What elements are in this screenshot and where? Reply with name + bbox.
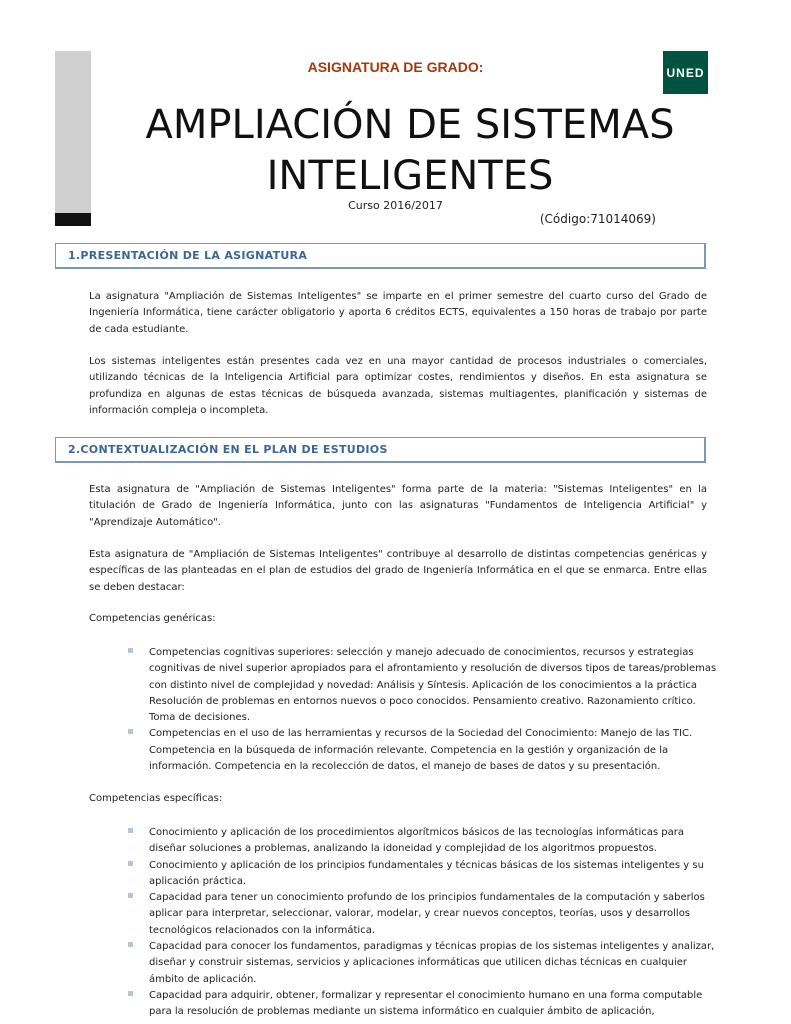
specific-competencies-list bbox=[128, 825, 718, 1021]
generic-competencies-label: Competencias genéricas: bbox=[89, 613, 216, 624]
paragraph: Los sistemas inteligentes están presentes cada vez en una mayor cantidad de procesos industriales o comerciales, utilizando técnicas de la Inteligencia Artificial para optimizar costes, rendimientos y diseños. En esta asignatura se profundiza en algunas de estas técnicas de búsqueda avanzada, sistemas multiagentes, planificación y sistemas de información compleja o incompleta. bbox=[89, 356, 707, 416]
title-line-2: INTELIGENTES bbox=[266, 153, 554, 199]
section-title: 1.PRESENTACIÓN DE LA ASIGNATURA bbox=[68, 249, 308, 262]
uned-logo bbox=[663, 51, 708, 94]
list-item: Capacidad para conocer los fundamentos, paradigmas y técnicas propias de los sistemas inteligentes y analizar, diseñar y construir sistemas, servicios y aplicaciones informáticas que utilicen dichas técnicas en cualquier ámbito de aplicación. bbox=[128, 939, 718, 988]
section-title: 2.CONTEXTUALIZACIÓN EN EL PLAN DE ESTUDIOS bbox=[68, 443, 388, 456]
paragraph: Esta asignatura de "Ampliación de Sistemas Inteligentes" contribuye al desarrollo de distintas competencias genéricas y específicas de las planteadas en el plan de estudios del grado de Ingeniería Informática en el que se enmarca. Entre ellas se deben destacar: bbox=[89, 549, 707, 593]
list-item: Competencias cognitivas superiores: selección y manejo adecuado de conocimientos, recursos y estrategias cognitivas de nivel superior apropiados para el afrontamiento y resolución de diversos tipos de tareas/problemas con distinto nivel de complejidad y novedad: Análisis y Síntesis. Aplicación de los conocimientos a la práctica Resolución de problemas en entornos nuevos o poco conocidos. Pensamiento creativo. Razonamiento crítico. Toma de decisiones. bbox=[128, 645, 718, 726]
course-code: (Código:71014069) bbox=[539, 212, 656, 226]
subject-label: ASIGNATURA DE GRADO: bbox=[307, 59, 484, 75]
generic-competencies-list bbox=[128, 645, 718, 775]
paragraph: Esta asignatura de "Ampliación de Sistemas Inteligentes" forma parte de la materia: "Sistemas Inteligentes" en la titulación de Grado de Ingeniería Informática, junto con las asignaturas "Fundamentos de Inteligencia Artificial" y "Aprendizaje Automático". bbox=[89, 484, 707, 528]
decorative-black-bar bbox=[55, 213, 91, 226]
title-line-1: AMPLIACIÓN DE SISTEMAS bbox=[145, 102, 675, 148]
paragraph: La asignatura "Ampliación de Sistemas Inteligentes" se imparte en el primer semestre del cuarto curso del Grado de Ingeniería Informática, tiene carácter obligatorio y aporta 6 créditos ECTS, equivalentes a 150 horas de trabajo por parte de cada estudiante. bbox=[89, 291, 707, 335]
section-header-contextualizacion bbox=[55, 437, 706, 463]
specific-competencies-label: Competencias específicas: bbox=[89, 793, 223, 804]
logo-text: UNED bbox=[666, 65, 705, 80]
course-year: Curso 2016/2017 bbox=[348, 199, 443, 212]
list-item: Capacidad para tener un conocimiento profundo de los principios fundamentales de la computación y saberlos aplicar para interpretar, seleccionar, valorar, modelar, y crear nuevos conceptos, teorías, usos y desarrollos tecnológicos relacionados con la informática. bbox=[128, 890, 718, 939]
section-header-presentacion bbox=[55, 243, 706, 269]
list-item: Capacidad para adquirir, obtener, formalizar y representar el conocimiento humano en una forma computable para la resolución de problemas mediante un sistema informático en cualquier ámbito de aplicación, bbox=[128, 988, 718, 1021]
list-item: Conocimiento y aplicación de los principios fundamentales y técnicas básicas de los sistemas inteligentes y su aplicación práctica. bbox=[128, 858, 718, 891]
page-title bbox=[60, 100, 760, 202]
list-item: Conocimiento y aplicación de los procedimientos algorítmicos básicos de las tecnologías informáticas para diseñar soluciones a problemas, analizando la idoneidad y complejidad de los algoritmos propuestos. bbox=[128, 825, 718, 858]
list-item: Competencias en el uso de las herramientas y recursos de la Sociedad del Conocimiento: Manejo de las TIC. Competencia en la búsqueda de información relevante. Competencia en la gestión y organización de la información. Competencia en la recolección de datos, el manejo de bases de datos y su presentación. bbox=[128, 726, 718, 775]
